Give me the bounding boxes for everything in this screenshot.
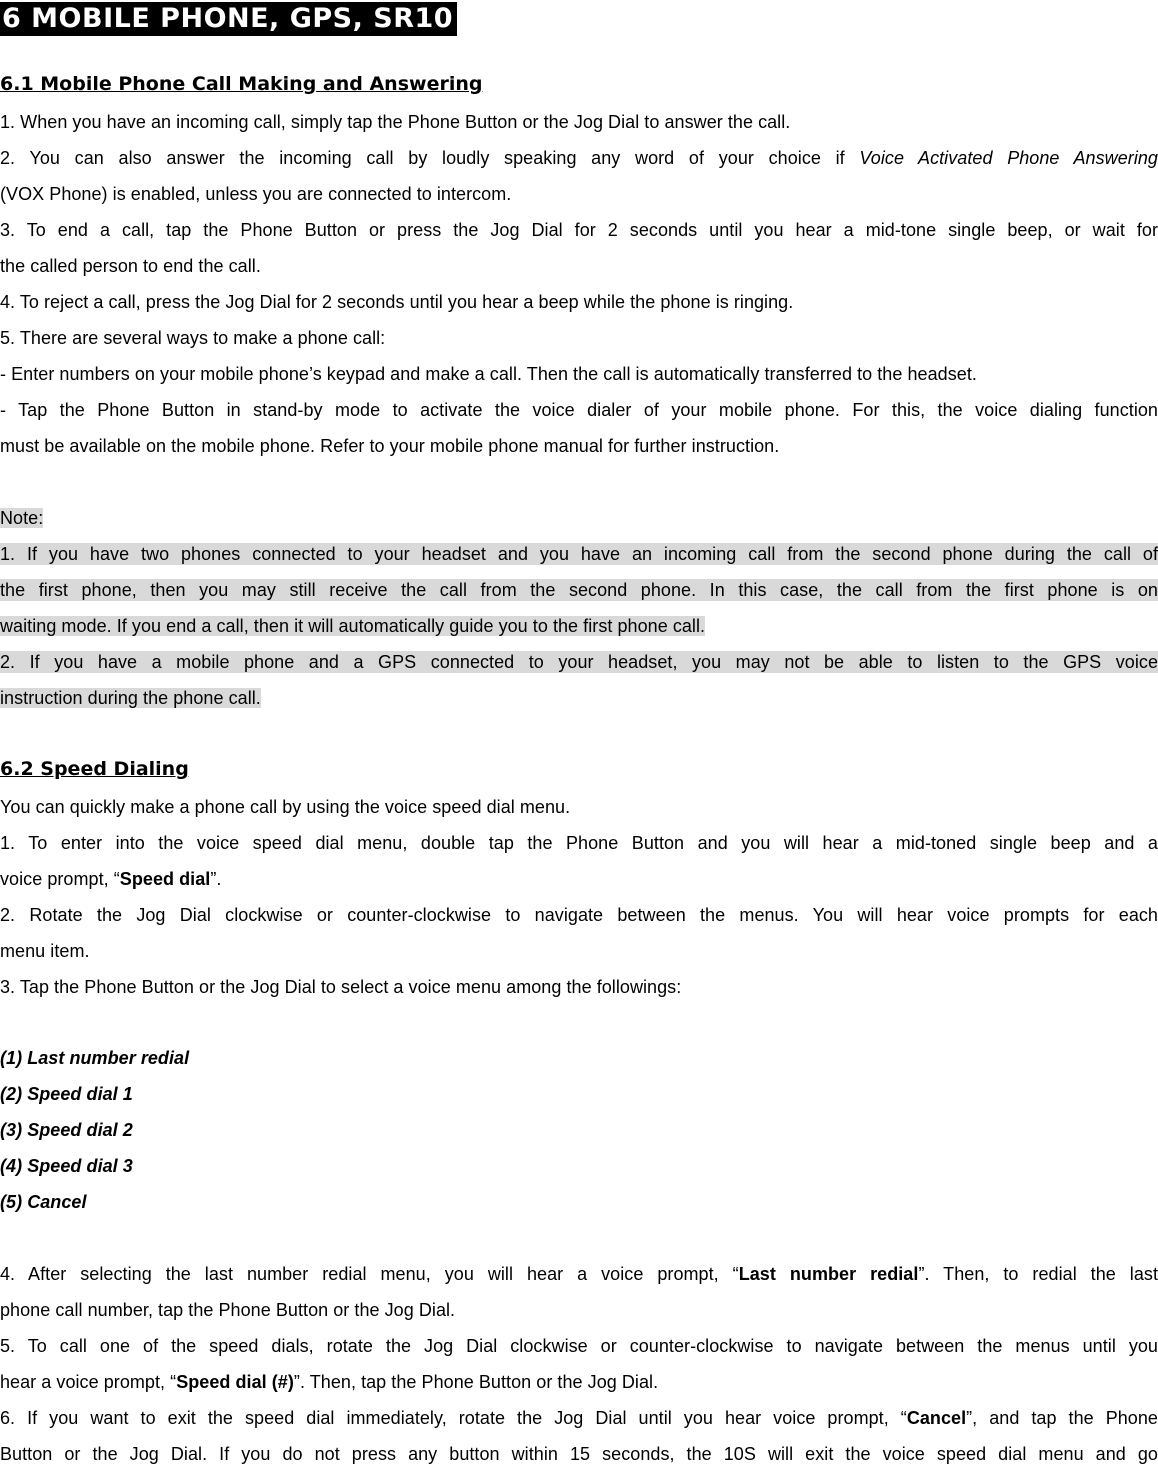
paragraph-vox-line-2: (VOX Phone) is enabled, unless you are connected to intercom. xyxy=(0,184,512,204)
menu-item-speed-dial-2: (3) Speed dial 2 xyxy=(0,1120,133,1140)
paragraph-end-call-line-2: the called person to end the call. xyxy=(0,256,261,276)
paragraph-enter-menu-line-2 xyxy=(0,868,1158,890)
note-label-row xyxy=(0,507,1158,529)
vox-feature-name: Voice Activated Phone Answering xyxy=(859,148,1158,168)
note-1-line-2: the first phone, then you may still receive the call from the second phone. In this case, the call from the first phone is on xyxy=(0,580,1158,600)
menu-item-speed-dial-3: (4) Speed dial 3 xyxy=(0,1156,133,1176)
paragraph-select-menu: 3. Tap the Phone Button or the Jog Dial to select a voice menu among the followings: xyxy=(0,977,682,997)
note-label: Note: xyxy=(0,508,44,528)
note-2-line-1: 2. If you have a mobile phone and a GPS connected to your headset, you may not be able to listen to the GPS voice xyxy=(0,652,1158,672)
section-title-6-2: 6.2 Speed Dialing xyxy=(0,758,189,780)
text-fragment: 6. If you want to exit the speed dial immediately, rotate the Jog Dial until you hear voice prompt, “ xyxy=(0,1408,907,1428)
paragraph-enter-menu-line-1: 1. To enter into the voice speed dial menu, double tap the Phone Button and you will hear a mid-toned single beep and a xyxy=(0,833,1158,853)
paragraph-reject-call: 4. To reject a call, press the Jog Dial for 2 seconds until you hear a beep while the phone is ringing. xyxy=(0,292,794,312)
paragraph-make-call: 5. There are several ways to make a phone call: xyxy=(0,328,386,348)
note-2-line-2: instruction during the phone call. xyxy=(0,688,261,708)
paragraph-call-speed-dial-line-1: 5. To call one of the speed dials, rotate the Jog Dial clockwise or counter-clockwise to navigate between the menus until you xyxy=(0,1336,1158,1356)
text-fragment: ”, and tap the Phone xyxy=(966,1408,1158,1428)
text-fragment: hear a voice prompt, “ xyxy=(0,1372,177,1392)
list-item-voice-dialer-line-2: must be available on the mobile phone. Refer to your mobile phone manual for further instruction. xyxy=(0,436,780,456)
menu-item-last-number-redial: (1) Last number redial xyxy=(0,1048,190,1068)
text-fragment: voice prompt, “ xyxy=(0,869,120,889)
note-1-line-1: 1. If you have two phones connected to your headset and you have an incoming call from the second phone during the call of xyxy=(0,544,1158,564)
menu-item-speed-dial-1: (2) Speed dial 1 xyxy=(0,1084,133,1104)
note-1-line-3: waiting mode. If you end a call, then it will automatically guide you to the first phone call. xyxy=(0,616,706,636)
paragraph-vox-line-1 xyxy=(0,147,1158,169)
voice-prompt-last-number-redial: Last number redial xyxy=(738,1264,919,1284)
vox-text: 2. You can also answer the incoming call by loudly speaking any word of your choice if xyxy=(0,148,845,168)
paragraph-end-call-line-1: 3. To end a call, tap the Phone Button or press the Jog Dial for 2 seconds until you hear a mid-tone single beep, or wait for xyxy=(0,220,1158,240)
chapter-title: 6 MOBILE PHONE, GPS, SR10 xyxy=(0,2,457,36)
paragraph-exit-line-2: Button or the Jog Dial. If you do not press any button within 15 seconds, the 10S will exit the voice speed dial menu and go xyxy=(0,1444,1158,1464)
list-item-keypad: - Enter numbers on your mobile phone’s keypad and make a call. Then the call is automatically transferred to the headset. xyxy=(0,364,977,384)
text-fragment: ”. Then, to redial the last xyxy=(918,1264,1158,1284)
voice-prompt-speed-dial-number: Speed dial (#) xyxy=(176,1372,294,1392)
text-fragment: ”. xyxy=(210,869,222,889)
list-item-voice-dialer-line-1: - Tap the Phone Button in stand-by mode to activate the voice dialer of your mobile phone. For this, the voice dialing function xyxy=(0,400,1158,420)
voice-prompt-cancel: Cancel xyxy=(906,1408,967,1428)
paragraph-call-speed-dial-line-2 xyxy=(0,1371,1158,1393)
paragraph-redial-line-2: phone call number, tap the Phone Button or the Jog Dial. xyxy=(0,1300,456,1320)
paragraph-rotate-line-1: 2. Rotate the Jog Dial clockwise or counter-clockwise to navigate between the menus. You will hear voice prompts for each xyxy=(0,905,1158,925)
voice-prompt-speed-dial: Speed dial xyxy=(119,869,211,889)
note-1-line-3-row xyxy=(0,615,1158,637)
text-fragment: 4. After selecting the last number redial menu, you will hear a voice prompt, “ xyxy=(0,1264,739,1284)
text-fragment: ”. Then, tap the Phone Button or the Jog Dial. xyxy=(293,1372,659,1392)
paragraph-speed-dial-intro: You can quickly make a phone call by using the voice speed dial menu. xyxy=(0,797,571,817)
menu-item-cancel: (5) Cancel xyxy=(0,1192,87,1212)
paragraph-rotate-line-2: menu item. xyxy=(0,941,90,961)
paragraph-answer-call: 1. When you have an incoming call, simply tap the Phone Button or the Jog Dial to answer the call. xyxy=(0,112,791,132)
note-2-line-2-row xyxy=(0,687,1158,709)
paragraph-redial-line-1 xyxy=(0,1263,1158,1285)
section-title-6-1: 6.1 Mobile Phone Call Making and Answering xyxy=(0,73,483,95)
paragraph-exit-line-1 xyxy=(0,1407,1158,1429)
